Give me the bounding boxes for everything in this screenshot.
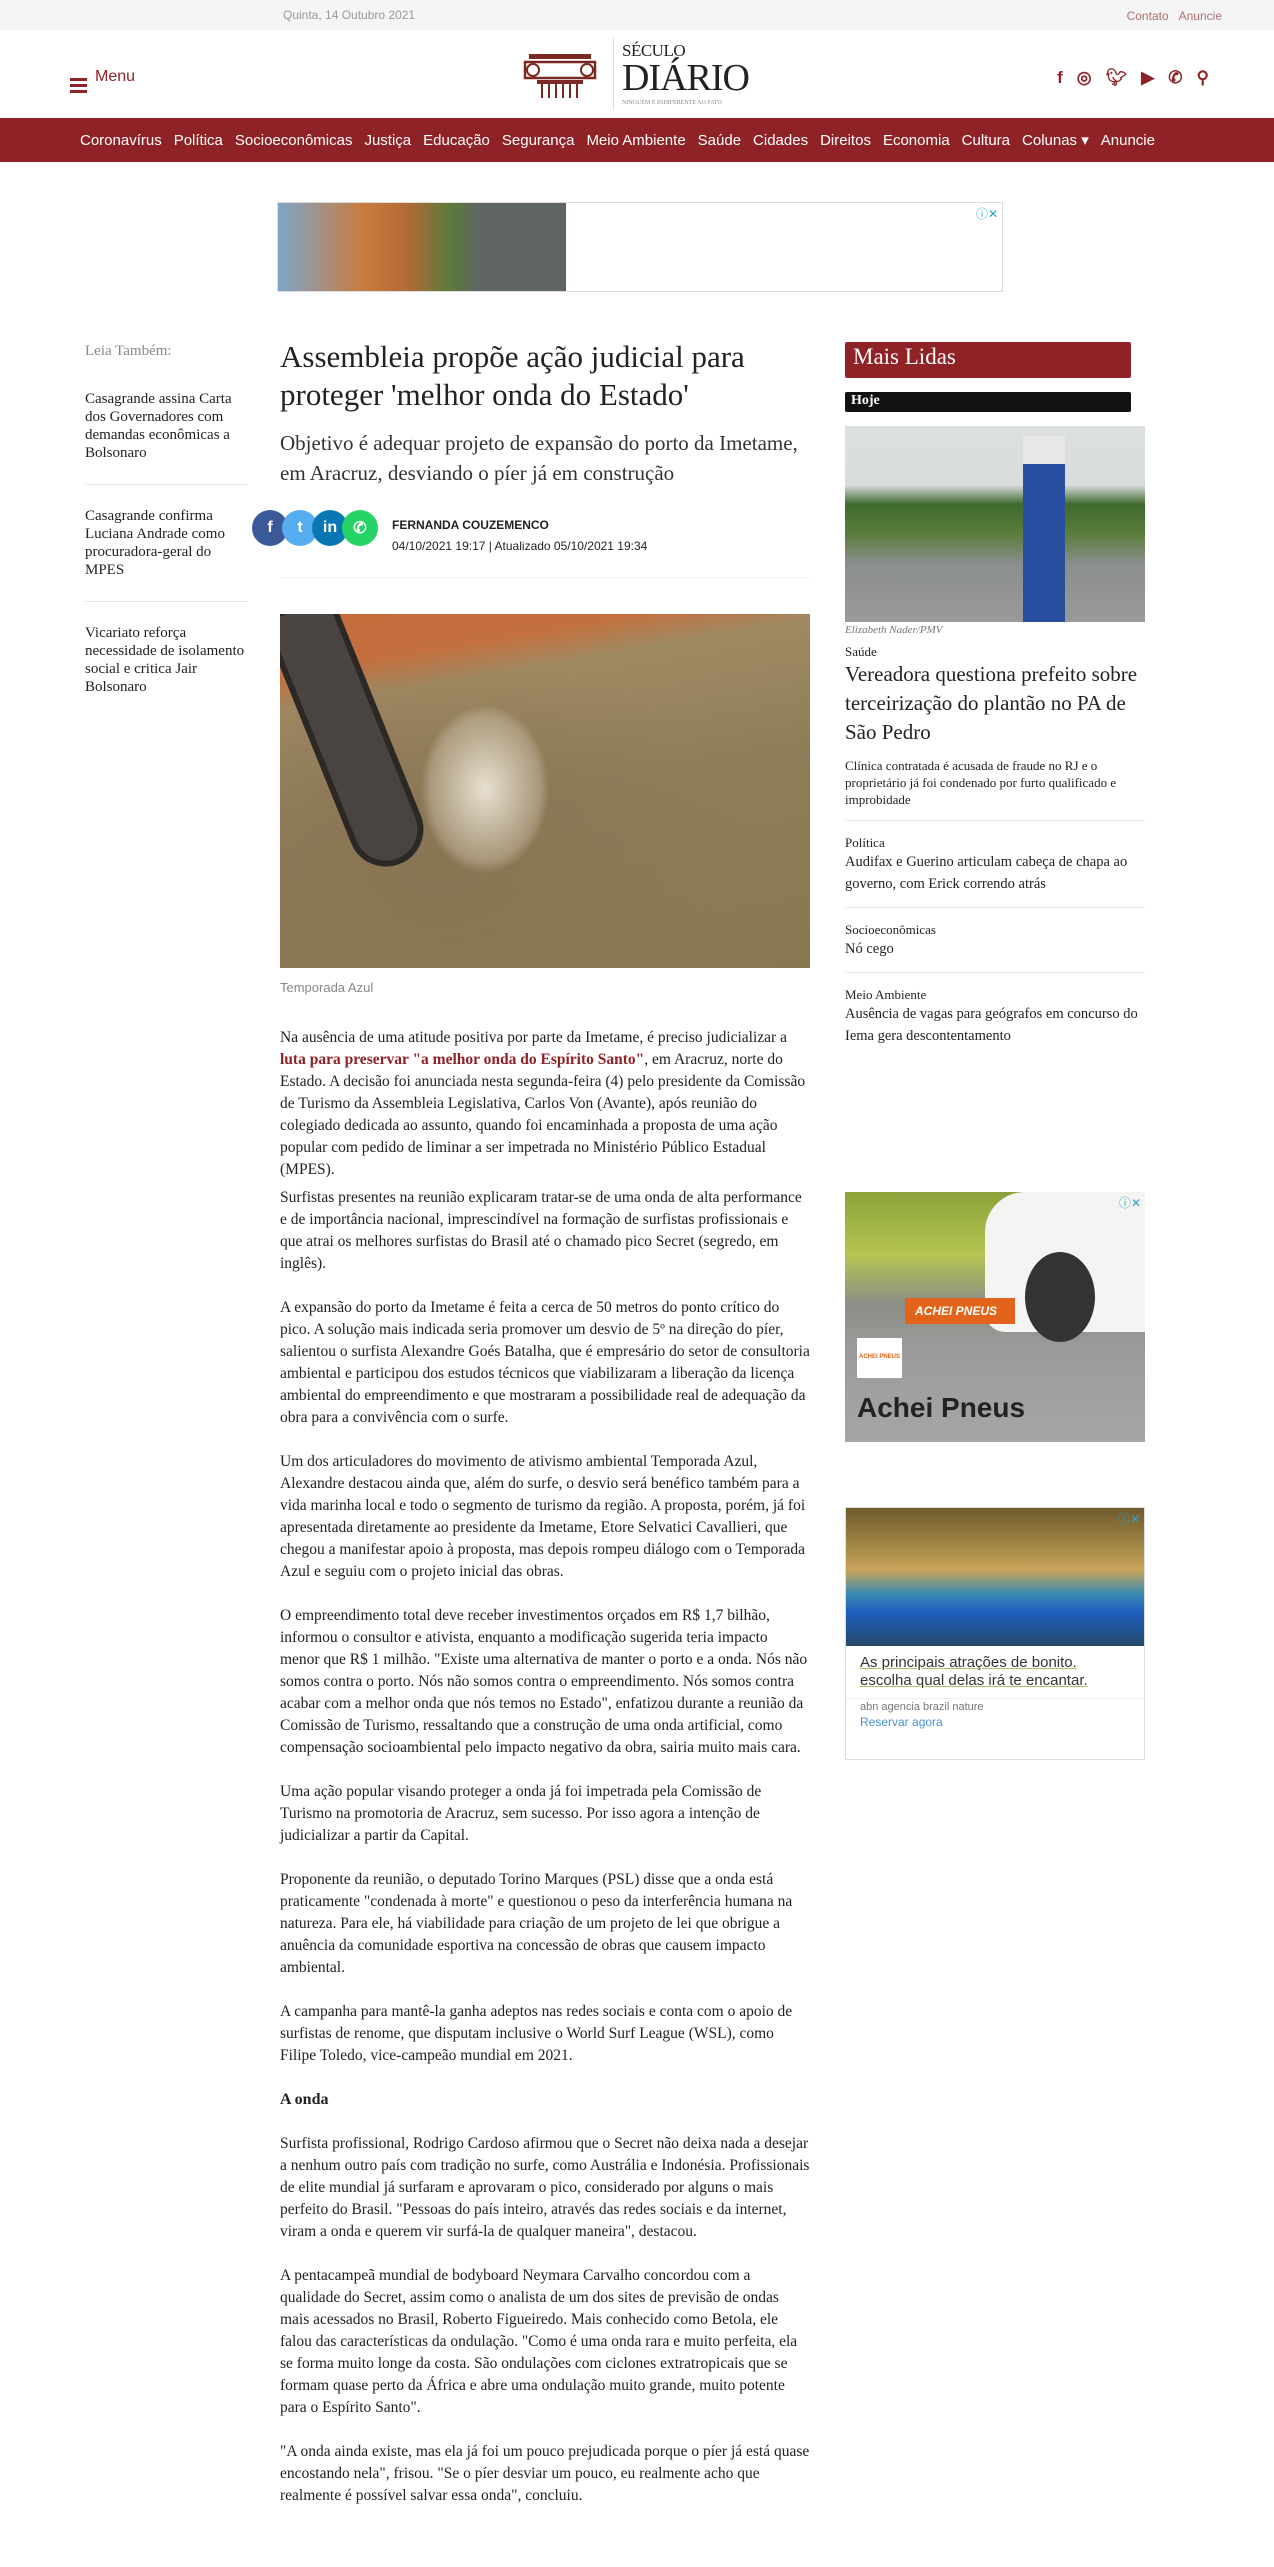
logo-line2: DIÁRIO	[622, 57, 749, 99]
related-link[interactable]: Casagrande assina Carta dos Governadores com demandas econômicas a Bolsonaro	[85, 390, 247, 485]
menu-button[interactable]	[70, 68, 135, 93]
ad-image	[278, 203, 566, 291]
featured-desc: Clínica contratada é acusada de fraude no RJ e o proprietário já foi condenado por furto qualificado e improbidade	[845, 757, 1145, 821]
current-date: Quinta, 14 Outubro 2021	[283, 8, 416, 22]
nav-socioeconomicas[interactable]: Socioeconômicas	[234, 131, 353, 149]
paragraph: Uma ação popular visando proteger a onda já foi impetrada pela Comissão de Turismo na promotoria de Aracruz, sem sucesso. Por isso agora a intenção de judicializar a partir da Capital.	[280, 1783, 762, 1844]
ad-banner-text: ACHEI PNEUS	[905, 1298, 1015, 1324]
top-ad-banner[interactable]	[277, 202, 1003, 292]
article	[280, 338, 810, 2529]
featured-title[interactable]: Vereadora questiona prefeito sobre terceirização do plantão no PA de São Pedro	[845, 662, 1138, 744]
most-read-sidebar	[845, 342, 1145, 1059]
paragraph: A pentacampeã mundial de bodyboard Neymara Carvalho concordou com a qualidade do Secret, assim como o analista de um dos sites de previsão de ondas mais acessados no Brasil, Roberto Figueiredo. Mais conhecido como Betola, ele falou das características da ondulação. "Como é uma onda rara e muito perfeita, ela se forma muito longe da costa. São ondulações com ciclones extratropicais que se formam quase perto da África e abre uma ondulação muito grande, muito potente para o Espírito Santo".	[280, 2267, 798, 2416]
related-articles	[85, 343, 247, 740]
logo-line1: SÉCULO	[622, 41, 686, 60]
anuncie-link[interactable]: Anuncie	[1178, 9, 1222, 23]
ad-headline[interactable]: As principais atrações de bonito. escolha qual delas irá te encantar.	[860, 1654, 1088, 1689]
nav-educacao[interactable]: Educação	[423, 131, 490, 149]
featured-category: Saúde	[845, 644, 877, 659]
related-heading: Leia Também:	[85, 343, 172, 359]
share-whatsapp-icon[interactable]: ✆	[342, 510, 378, 546]
item-title[interactable]: Ausência de vagas para geógrafos em concurso do Iema gera descontentamento	[845, 1006, 1138, 1044]
hamburger-icon	[70, 78, 87, 93]
ad-logo: ACHEI PNEUS	[857, 1338, 902, 1378]
byline	[280, 518, 810, 553]
column-logo-icon	[515, 44, 605, 104]
ad-source: abn agencia brazil nature	[846, 1698, 1144, 1715]
ad-cta[interactable]: Reservar agora	[860, 1715, 943, 1729]
menu-label: Menu	[95, 68, 136, 85]
nav-anuncie[interactable]: Anuncie	[1100, 131, 1155, 149]
ad-image	[846, 1508, 1144, 1646]
nav-cultura[interactable]: Cultura	[961, 131, 1011, 149]
paragraph: O empreendimento total deve receber investimentos orçados em R$ 1,7 bilhão, informou o consultor e ativista, enquanto a modificação sugerida teria impacto menor que R$ 1 milhão. "Existe uma alternativa de manter o porto e a onda. Nós não somos contra o porto. Nós não somos contra o empreendimento. Nós somos contra acabar com a melhor onda que nós temos no Estado", enfatizou durante a reunião da Comissão de Turismo, ressaltando que a construção de uma onda artificial, como compensação socioambiental pelo impacto negativo da obra, sairia muito mais cara.	[280, 1607, 808, 1756]
most-read-heading: Mais Lidas	[845, 342, 1131, 378]
nav-politica[interactable]: Política	[173, 131, 223, 149]
article-title: Assembleia propõe ação judicial para proteger 'melhor onda do Estado'	[280, 339, 745, 412]
twitter-icon[interactable]: 🐦︎	[1105, 68, 1128, 87]
achei-pneus-ad[interactable]	[845, 1192, 1145, 1442]
share-twitter-icon[interactable]: t	[282, 510, 318, 546]
image-caption: Temporada Azul	[280, 980, 374, 995]
share-facebook-icon[interactable]: f	[252, 510, 288, 546]
tab-today[interactable]: Hoje	[845, 392, 1131, 412]
author[interactable]: FERNANDA COUZEMENCO	[392, 518, 549, 532]
nav-justica[interactable]: Justiça	[364, 131, 412, 149]
subheading: A onda	[280, 2091, 329, 2108]
divider	[280, 577, 810, 578]
facebook-icon[interactable]: f	[1057, 68, 1063, 87]
main-nav	[0, 118, 1274, 162]
featured-image[interactable]	[845, 426, 1145, 622]
most-read-item[interactable]	[845, 908, 1145, 973]
contato-link[interactable]: Contato	[1126, 9, 1169, 23]
share-linkedin-icon[interactable]: in	[312, 510, 348, 546]
paragraph: A campanha para mantê-la ganha adeptos nas redes sociais e conta com o apoio de surfistas de renome, que disputam inclusive o World Surf League (WSL), como Filipe Toledo, vice-campeão mundial em 2021.	[280, 2003, 793, 2064]
most-read-item[interactable]	[845, 973, 1145, 1059]
paragraph: Surfista profissional, Rodrigo Cardoso afirmou que o Secret não deixa nada a desejar a nenhum outro país com tradição no surfe, como Austrália e Indonésia. Profissionais de elite mundial já surfaram e aprovaram o pico, considerado por alguns o mais perfeito do Brasil. "Pessoas do país inteiro, através das redes sociais e da internet, viram a onda e querem vir surfá-la de qualquer maneira", destacou.	[280, 2135, 810, 2240]
ad-name: Achei Pneus	[857, 1392, 1026, 1423]
site-header	[0, 30, 1274, 118]
nav-economia[interactable]: Economia	[882, 131, 950, 149]
item-category: Meio Ambiente	[845, 987, 927, 1002]
item-category: Política	[845, 835, 885, 850]
paragraph: "A onda ainda existe, mas ela já foi um pouco prejudicada porque o píer já está quase encostando nela", frisou. "Se o píer desviar um pouco, eu realmente acho que realmente é possível salvar essa onda", concluiu.	[280, 2443, 810, 2504]
youtube-icon[interactable]: ▶	[1141, 68, 1155, 87]
photo-credit: Elizabeth Nader/PMV	[845, 624, 943, 636]
nav-saude[interactable]: Saúde	[697, 131, 742, 149]
nav-coronavirus[interactable]: Coronavírus	[80, 131, 162, 149]
item-category: Socioeconômicas	[845, 922, 936, 937]
most-read-item[interactable]	[845, 821, 1145, 908]
nav-cidades[interactable]: Cidades	[753, 131, 809, 149]
bonito-ad[interactable]	[845, 1507, 1145, 1760]
ad-close-icon[interactable]: ⓘ✕	[1118, 1196, 1141, 1210]
paragraph: Proponente da reunião, o deputado Torino Marques (PSL) disse que a onda está praticamente "condenada à morte" e questionou o peso da interferência humana na natureza. Para ele, há viabilidade para criação de um projeto de lei que obrigue a anuência da comunidade esportiva na concessão de obras que causem impacto ambiental.	[280, 1871, 793, 1976]
nav-colunas[interactable]: Colunas ▾	[1022, 132, 1089, 149]
logo-tagline: NINGUÉM É INDIFERENTE AO FATO	[622, 100, 722, 106]
social-links	[1057, 68, 1209, 88]
instagram-icon[interactable]: ◎	[1076, 68, 1092, 87]
paragraph: Na ausência de uma atitude positiva por parte da Imetame, é preciso judicializar a luta para preservar "a melhor onda do Espírito Santo", em Aracruz, norte do Estado. A decisão foi anunciada nesta segunda-feira (4) pelo presidente da Comissão de Turismo da Assembleia Legislativa, Carlos Von (Avante), após reunião do colegiado dedicada ao assunto, quando foi encaminhada a proposta de uma ação popular com pedido de liminar a ser impetrada no Ministério Público Estadual (MPES).	[280, 1029, 806, 1178]
related-link[interactable]: Casagrande confirma Luciana Andrade como procuradora-geral do MPES	[85, 507, 247, 602]
article-image	[280, 614, 810, 968]
top-bar	[0, 0, 1274, 30]
publish-date: 04/10/2021 19:17 | Atualizado 05/10/2021 19:34	[392, 539, 648, 553]
item-title[interactable]: Audifax e Guerino articulam cabeça de chapa ao governo, com Erick correndo atrás	[845, 854, 1128, 892]
nav-meio-ambiente[interactable]: Meio Ambiente	[586, 131, 686, 149]
inline-link[interactable]: luta para preservar "a melhor onda do Espírito Santo"	[280, 1051, 645, 1068]
article-subtitle: Objetivo é adequar projeto de expansão do porto da Imetame, em Aracruz, desviando o píer já em construção	[280, 431, 798, 485]
search-icon[interactable]: ⚲	[1196, 68, 1209, 87]
article-body	[280, 1027, 810, 2507]
whatsapp-icon[interactable]: ✆	[1168, 68, 1183, 87]
ad-close-icon[interactable]: ⓘ✕	[975, 207, 998, 221]
item-title[interactable]: Nó cego	[845, 941, 894, 957]
related-link[interactable]: Vicariato reforça necessidade de isolamento social e critica Jair Bolsonaro	[85, 625, 245, 695]
paragraph: Um dos articuladores do movimento de ativismo ambiental Temporada Azul, Alexandre destacou ainda que, além do surfe, o desvio será benéfico também para a vida marinha local e todo o segmento de turismo da região. A proposta, porém, já foi apresentada diretamente ao presidente da Imetame, Etore Selvatici Cavallieri, que chegou a manifestar apoio à proposta, mas depois rompeu diálogo com o Temporada Azul e seguiu com o projeto inicial das obras.	[280, 1453, 806, 1580]
nav-seguranca[interactable]: Segurança	[501, 131, 575, 149]
ad-close-icon[interactable]: ⓘ✕	[1117, 1512, 1140, 1526]
paragraph: A expansão do porto da Imetame é feita a cerca de 50 metros do ponto crítico do pico. A solução mais indicada seria promover um desvio de 5º na direção do píer, salientou o surfista Alexandre Goés Batalha, que é empresário do setor de consultoria ambiental e participou dos estudos técnicos que viabilizaram a liberação da licença ambiental do empreendimento e que mostraram a possibilidade real de adequação da obra para a convivência com o surfe.	[280, 1299, 810, 1426]
site-logo[interactable]	[515, 38, 749, 110]
paragraph: Surfistas presentes na reunião explicaram tratar-se de uma onda de alta performance e de importância nacional, imprescindível na formação de surfistas profissionais e que atrai os melhores surfistas do Brasil até o chamado pico Secret (segredo, em inglês).	[280, 1189, 802, 1272]
nav-direitos[interactable]: Direitos	[820, 131, 871, 149]
